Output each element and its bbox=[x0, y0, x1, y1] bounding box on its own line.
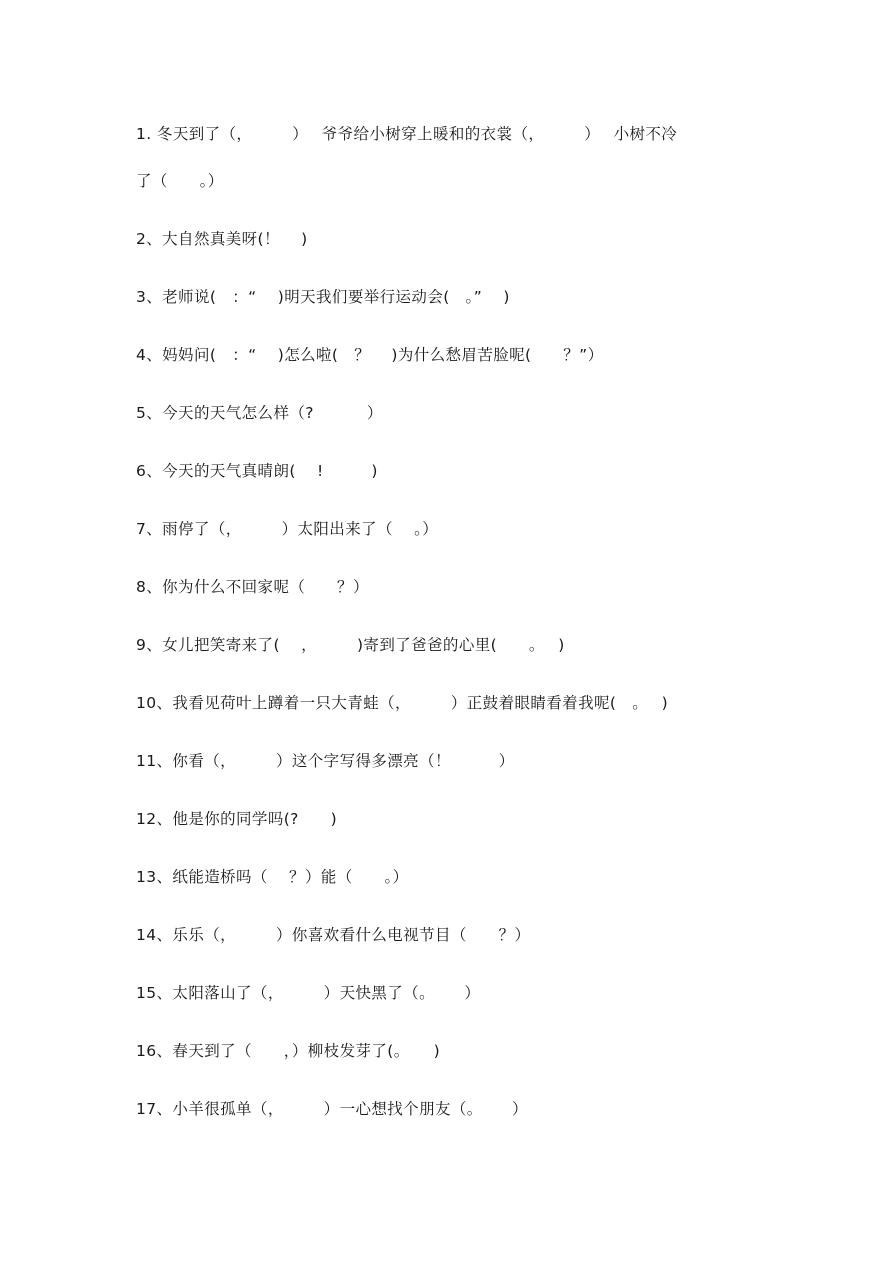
exercise-16: 16、春天到了（ ，）柳枝发芽了(。 ) bbox=[136, 1042, 441, 1060]
exercise-2: 2、大自然真美呀(！ ) bbox=[136, 230, 308, 248]
exercise-8: 8、你为什么不回家呢（ ？） bbox=[136, 578, 369, 596]
exercise-13: 13、纸能造桥吗（ ？）能（ 。） bbox=[136, 868, 409, 886]
exercise-12: 12、他是你的同学吗(? ) bbox=[136, 810, 338, 828]
exercise-17: 17、小羊很孤单（， ）一心想找个朋友（。 ） bbox=[136, 1100, 528, 1118]
exercise-1-line-1: 1. 冬天到了（， ） 爷爷给小树穿上暖和的衣裳（， ） 小树不冷 bbox=[136, 125, 678, 143]
exercise-3: 3、老师说( ：“ )明天我们要举行运动会( 。” ) bbox=[136, 288, 510, 306]
exercise-4: 4、妈妈问( ：“ )怎么啦( ？ )为什么愁眉苦脸呢( ？”） bbox=[136, 346, 604, 364]
exercise-14: 14、乐乐（， ）你喜欢看什么电视节目（ ？） bbox=[136, 926, 531, 944]
exercise-7: 7、雨停了（， ）太阳出来了（ 。） bbox=[136, 520, 439, 538]
exercise-1-line-2: 了（ 。） bbox=[136, 172, 224, 190]
exercise-9: 9、女儿把笑寄来了( ， )寄到了爸爸的心里( 。 ) bbox=[136, 636, 565, 654]
exercise-15: 15、太阳落山了（， ）天快黑了（。 ） bbox=[136, 984, 481, 1002]
exercise-5: 5、今天的天气怎么样（? ） bbox=[136, 404, 383, 422]
exercise-11: 11、你看（， ）这个字写得多漂亮（！ ） bbox=[136, 752, 515, 770]
exercise-6: 6、今天的天气真晴朗( ! ) bbox=[136, 462, 378, 480]
exercise-10: 10、我看见荷叶上蹲着一只大青蛙（， ）正鼓着眼睛看着我呢( 。 ) bbox=[136, 694, 669, 712]
